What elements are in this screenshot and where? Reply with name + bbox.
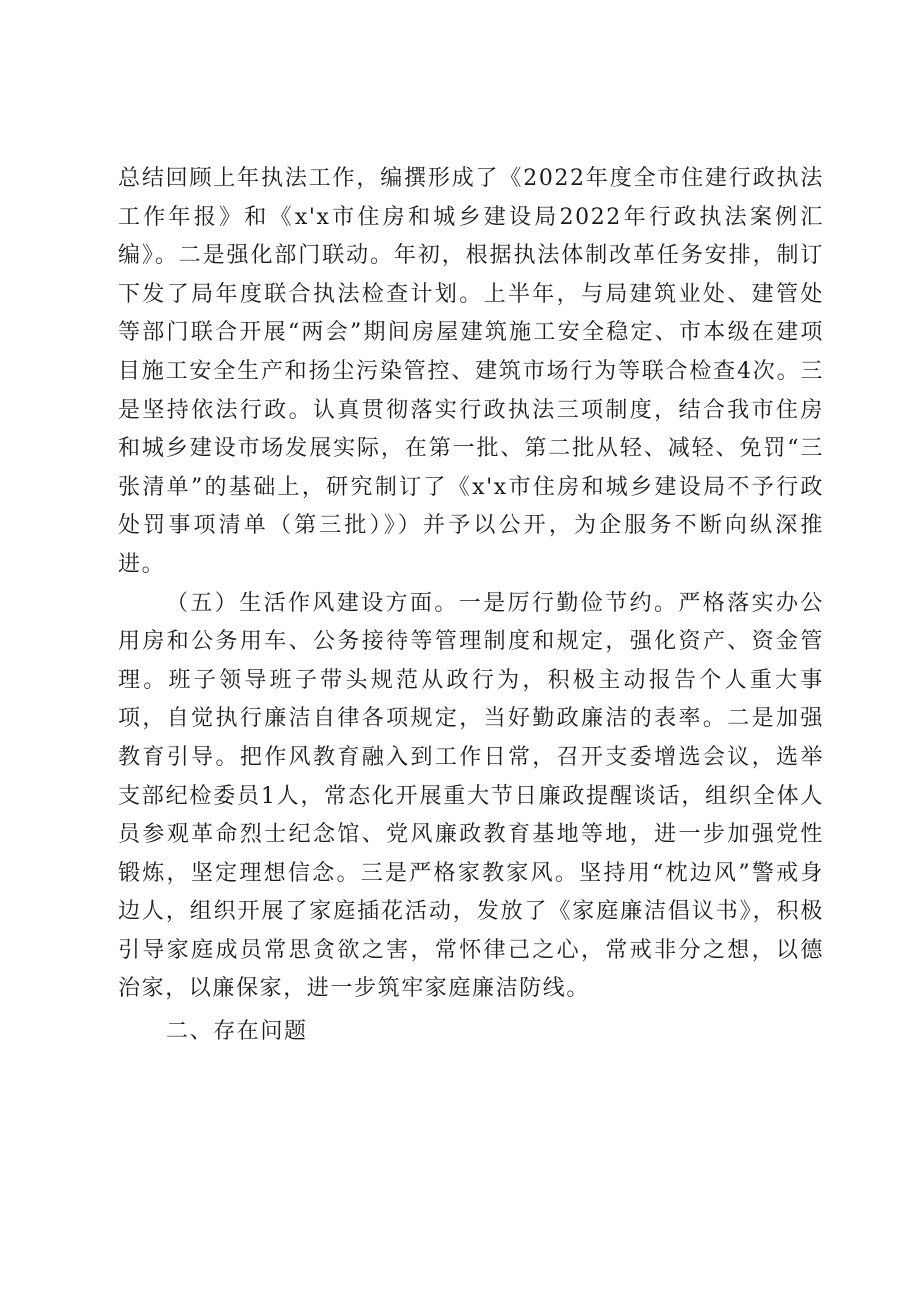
paragraph-section-five: （五）生活作风建设方面。一是厉行勤俭节约。严格落实办公用房和公务用车、公务接待等管理制度和规定，强化资产、资金管理。班子领导班子带头规范从政行为，积极主动报告个人重大事项，自觉执行廉洁自律各项规定，当好勤政廉洁的表率。二是加强教育引导。把作风教育融入到工作日常，召开支委增选会议，选举支部纪检委员1人，常态化开展重大节日廉政提醒谈话，组织全体人员参观革命烈士纪念馆、党风廉政教育基地等地，进一步加强党性锻炼，坚定理想信念。三是严格家教家风。坚持用“枕边风”警戒身边人，组织开展了家庭插花活动，发放了《家庭廉洁倡议书》，积极引导家庭成员常思贪欲之害，常怀律己之心，常戒非分之想，以德治家，以廉保家，进一步筑牢家庭廉洁防线。 bbox=[118, 590, 824, 1002]
document-body bbox=[118, 160, 824, 1052]
paragraph-continuation: 总结回顾上年执法工作，编撰形成了《2022年度全市住建行政执法工作年报》和《x'x市住房和城乡建设局2022年行政执法案例汇编》。二是强化部门联动。年初，根据执法体制改革任务安排，制订下发了局年度联合执法检查计划。上半年，与局建筑业处、建管处等部门联合开展“两会”期间房屋建筑施工安全稳定、市本级在建项目施工安全生产和扬尘污染管控、建筑市场行为等联合检查4次。三是坚持依法行政。认真贯彻落实行政执法三项制度，结合我市住房和城乡建设市场发展实际，在第一批、第二批从轻、减轻、免罚“三张清单”的基础上，研究制订了《x'x市住房和城乡建设局不予行政处罚事项清单（第三批）》）并予以公开，为企服务不断向纵深推进。 bbox=[118, 166, 824, 577]
section-heading: 二、存在问题 bbox=[166, 1019, 308, 1045]
